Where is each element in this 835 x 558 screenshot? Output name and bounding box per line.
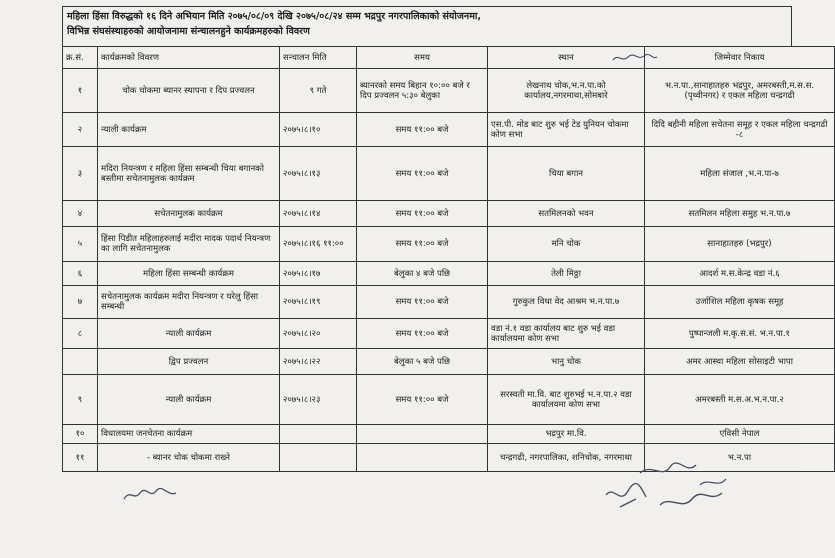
heading-line-1: महिला हिंसा विरुद्धको १६ दिने अभियान मिति २०७५/०८/०९ देखि २०७५/०८/२४ सम्म भद्रपुर नगरपालिकाको संयोजनमा,	[67, 11, 481, 22]
table-row	[63, 147, 835, 201]
row-date: २०७५।८।१६ ११:००	[280, 227, 357, 262]
row-time: बेलुका ४ बजे पछि	[357, 262, 488, 286]
table-row	[63, 425, 835, 444]
row-date: २०७५।८।२२	[280, 349, 357, 375]
row-time: समय ११:०० बजे	[357, 147, 488, 201]
row-program: न्याली कार्यक्रम	[98, 113, 280, 147]
row-org: सतमिलन महिला समुह भ.न.पा.७	[645, 201, 835, 227]
row-org: भ.न.पा	[645, 444, 835, 472]
table-row	[63, 319, 835, 349]
handwritten-mark-header	[610, 50, 660, 66]
row-time: समय ११:०० बजे	[357, 201, 488, 227]
row-place: गुरुकुल विधा वेद आश्रम भ.न.पा.७	[488, 286, 645, 319]
column-header-place: स्थान	[488, 47, 645, 69]
row-place: चन्द्रगढी, नगरपालिका, शनिचोक, नगरमाथा	[488, 444, 645, 472]
row-place: भद्रपुर मा.वि.	[488, 425, 645, 444]
row-date: २०७५।८।१४	[280, 201, 357, 227]
row-sn: ५	[63, 227, 98, 262]
table-row	[63, 286, 835, 319]
row-program: हिंसा पिडीत महिलाहरुलाई मदीरा मादक पदार्थ नियन्त्रण का लागि सचेतनामुलक	[98, 227, 280, 262]
row-sn: ७	[63, 286, 98, 319]
row-place: सरस्वती मा.वि. बाट शुरुभई भ.न.पा.२ वडा कार्यालयमा कोण सभा	[488, 375, 645, 425]
row-org: आदर्श म.स.केन्द्र वडा नं.६	[645, 262, 835, 286]
row-org: उर्जाशिल महिला कृषक समूह	[645, 286, 835, 319]
row-place: वडा नं.१ वडा कार्यालय बाट शुरु भई वडा कार्यालयमा कोण सभा	[488, 319, 645, 349]
column-header-sn: क्र.सं.	[63, 47, 98, 69]
row-place: तेली मिठ्ठा	[488, 262, 645, 286]
table-row	[63, 227, 835, 262]
row-time: समय ११:०० बजे	[357, 375, 488, 425]
row-org: भ.न.पा.,सानाहातहरु भद्रपुर, अमरबस्ती,म.स.स.(पृथ्वीनगर) र एकल महिला चन्द्रगढी	[645, 69, 835, 113]
heading-line-2: विभिन्न संघसंस्थाहरुको आयोजनामा संन्चालनहुने कार्यक्रमहरुको विवरण	[67, 26, 310, 37]
row-sn: २	[63, 113, 98, 147]
row-org: सानाहातहरु (भद्रपुर)	[645, 227, 835, 262]
row-time: समय ११:०० बजे	[357, 113, 488, 147]
row-date: २०७५।८।१०	[280, 113, 357, 147]
row-place: लेखनाथ चोक,भ.न.पा.को कार्यालय,नगरमाथा,सोमबारे	[488, 69, 645, 113]
row-program: महिला हिंसा सम्बन्धी कार्यक्रम	[98, 262, 280, 286]
program-table	[62, 46, 835, 472]
row-sn: ३	[63, 147, 98, 201]
row-org: अमरबस्ती म.स.अ.भ.न.पा.२	[645, 375, 835, 425]
handwritten-signature-left	[120, 485, 180, 505]
row-sn: ४	[63, 201, 98, 227]
row-date: २०७५।८।१३	[280, 147, 357, 201]
row-place: मनि चोक	[488, 227, 645, 262]
row-place: चिया बगान	[488, 147, 645, 201]
row-org: अमर आस्था महिला सोसाइटी भापा	[645, 349, 835, 375]
table-row	[63, 113, 835, 147]
row-place: भानु चोक	[488, 349, 645, 375]
table-row	[63, 201, 835, 227]
row-sn: ११	[63, 444, 98, 472]
row-program: सचेतनामुलक कार्यक्रम	[98, 201, 280, 227]
document-heading	[62, 6, 792, 46]
row-program: विधालयमा जनचेतना कार्यक्रम	[98, 425, 280, 444]
row-date: ९ गते	[280, 69, 357, 113]
row-date	[280, 444, 357, 472]
table-row	[63, 262, 835, 286]
row-time: समय ११:०० बजे	[357, 319, 488, 349]
row-date	[280, 425, 357, 444]
row-date: २०७५।८।२३	[280, 375, 357, 425]
row-time	[357, 425, 488, 444]
row-date: २०७५।८।१७	[280, 262, 357, 286]
row-time: समय ११:०० बजे	[357, 227, 488, 262]
table-row	[63, 349, 835, 375]
row-program: मदिरा नियन्त्रण र महिला हिंसा सम्बन्धी चिया बगानको बस्तीमा सचेतनामुलक कार्यक्रम	[98, 147, 280, 201]
row-org: एविसी नेपाल	[645, 425, 835, 444]
column-header-program: कार्यक्रमको विवरण	[98, 47, 280, 69]
row-place: एस.पी. मोड बाट शुरु भई टेड युनियन चोकमा कोण सभा	[488, 113, 645, 147]
row-sn: ८	[63, 319, 98, 349]
row-time: ब्यानरको समय बिहान १०:०० बजे र दिप प्रज्वलन ५:३० बेलुका	[357, 69, 488, 113]
table-row	[63, 375, 835, 425]
row-program: चोक चोकमा ब्यानर स्थापना र दिप प्रज्वलन	[98, 69, 280, 113]
row-program: - ब्यानर चोक चोकमा राख्ने	[98, 444, 280, 472]
column-header-org: जिम्मेवार निकाय	[645, 47, 835, 69]
row-sn: १०	[63, 425, 98, 444]
row-time	[357, 444, 488, 472]
row-time: बेलुका ५ बजे पछि	[357, 349, 488, 375]
row-place: सतमिलनको भवन	[488, 201, 645, 227]
row-sn: १	[63, 69, 98, 113]
table-row	[63, 69, 835, 113]
row-org: दिदि बहीनी महिला सचेतना समूह र एकल महिला चन्द्रगढी -८	[645, 113, 835, 147]
row-program: न्याली कार्यक्रम	[98, 375, 280, 425]
handwritten-signature-right	[600, 455, 750, 520]
row-org: महिला संजाल ,भ.न.पा-७	[645, 147, 835, 201]
row-org: पुष्पान्जली म.कृ.स.सं. भ.न.पा.१	[645, 319, 835, 349]
row-date: २०७५।८।१९	[280, 286, 357, 319]
row-date: २०७५।८।२०	[280, 319, 357, 349]
row-sn: ९	[63, 375, 98, 425]
row-sn	[63, 349, 98, 375]
row-program: सचेतनामुलक कार्यक्रम मदीरा नियन्त्रण र घरेलु हिंसा सम्बन्धी	[98, 286, 280, 319]
row-time: समय ११:०० बजे	[357, 286, 488, 319]
table-header-row	[63, 47, 835, 69]
column-header-time: समय	[357, 47, 488, 69]
column-header-date: सन्चालन मिति	[280, 47, 357, 69]
row-program: द्विप प्रज्वलन	[98, 349, 280, 375]
row-program: न्याली कार्यक्रम	[98, 319, 280, 349]
row-sn: ६	[63, 262, 98, 286]
